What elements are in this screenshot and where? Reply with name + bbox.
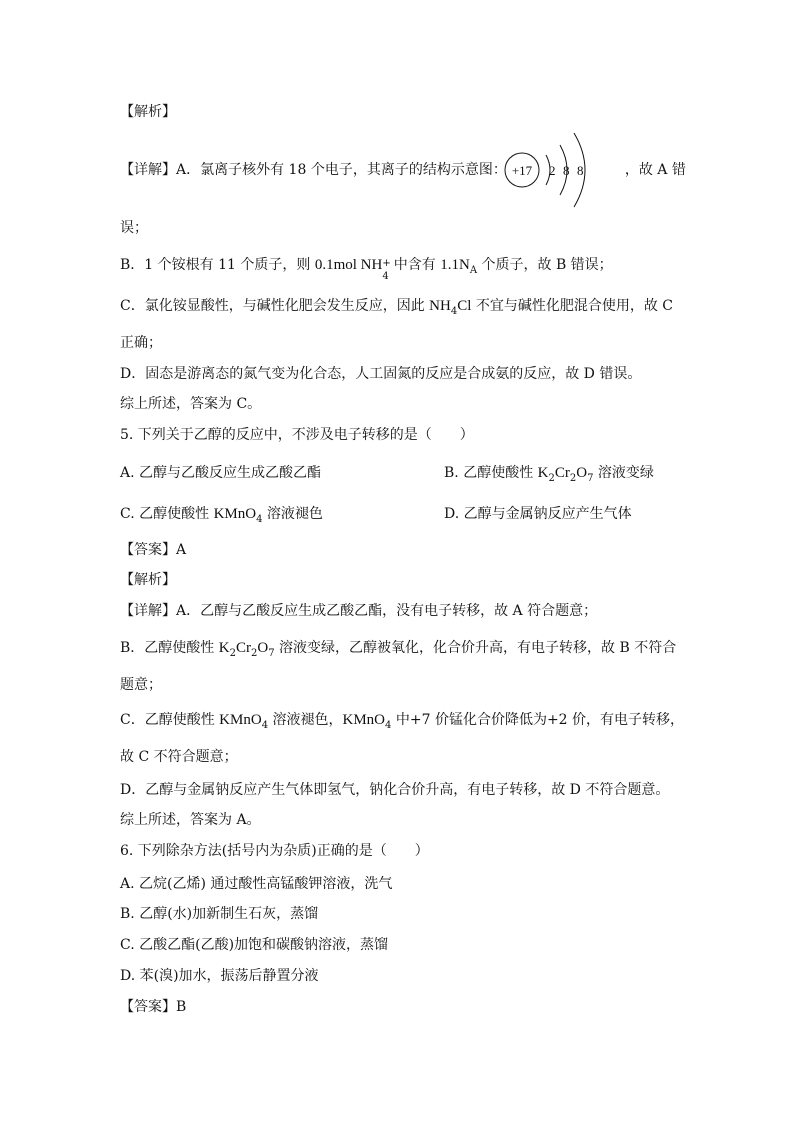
- explanation-b: B．1 个铵根有 11 个质子，则 0.1mol NH + 4 中含有 $1.1N_A$ 个质子，故 B 错误；: [120, 257, 613, 282]
- q5-option-b: B. 乙醇使酸性 $K_2Cr_2O_7$ 溶液变绿: [444, 465, 654, 484]
- q5-explanation-a: 【详解】A．乙醇与乙酸反应生成乙酸乙酯，没有电子转移，故 A 符合题意；: [120, 603, 598, 619]
- q5-explanation-d: D．乙醇与金属钠反应产生气体即氢气，钠化合价升高，有电子转移，故 D 不符合题意。: [120, 782, 670, 798]
- q5-explanation-b: B．乙醇使酸性 $K_2Cr_2O_7$ 溶液变绿，乙醇被氧化，化合价升高，有电子转移，故 B 不符合: [120, 640, 677, 659]
- question-5: 5. 下列关于乙醇的反应中，不涉及电子转移的是（ ）: [120, 427, 474, 443]
- answer-6: 【答案】B: [120, 999, 187, 1015]
- q6-option-d: D. 苯(溴)加水，振荡后静置分液: [120, 968, 319, 984]
- shell-1-electrons: 2: [549, 163, 556, 178]
- answer-5: 【答案】A: [120, 542, 187, 558]
- explanation-a: 【详解】A．氯离子核外有 18 个电子，其离子的结构示意图： ，故 A 错: [120, 162, 686, 178]
- explanation-c: C．氯化铵显酸性，与碱性化肥会发生反应，因此 $NH_4Cl$ 不宜与碱性化肥混合使用，故 C: [120, 298, 674, 317]
- q5-explanation-c: C．乙醇使酸性 KMnO$_4$ 溶液褪色，KMnO$_4$ 中+7 价锰化合价降低为+2 价，有电子转移，: [120, 712, 685, 731]
- analysis-heading-5: 【解析】: [120, 572, 176, 588]
- shell-3-electrons: 8: [577, 163, 584, 178]
- q5-explanation-b-cont: 题意；: [120, 677, 162, 693]
- explanation-a-cont: 误；: [120, 220, 148, 236]
- q5-option-d: D. 乙醇与金属钠反应产生气体: [444, 506, 632, 522]
- q6-option-a: A. 乙烷(乙烯) 通过酸性高锰酸钾溶液，洗气: [120, 876, 393, 892]
- q5-explanation-c-cont: 故 C 不符合题意；: [120, 749, 238, 765]
- shell-2-electrons: 8: [563, 163, 570, 178]
- q6-option-b: B. 乙醇(水)加新制生石灰，蒸馏: [120, 906, 319, 922]
- question-6: 6. 下列除杂方法(括号内为杂质)正确的是（ ）: [120, 843, 429, 859]
- explanation-c-cont: 正确；: [120, 335, 162, 351]
- nucleus-charge: +17: [511, 163, 533, 178]
- summary-q4: 综上所述，答案为 C。: [120, 396, 262, 412]
- summary-q5: 综上所述，答案为 A。: [120, 812, 261, 828]
- explanation-d: D．固态是游离态的氮气变为化合态，人工固氮的反应是合成氨的反应，故 D 错误。: [120, 366, 642, 382]
- analysis-heading-1: 【解析】: [120, 104, 176, 120]
- q5-option-c: C. 乙醇使酸性 KMnO$_4$ 溶液褪色: [120, 506, 323, 525]
- q6-option-c: C. 乙酸乙酯(乙酸)加饱和碳酸钠溶液，蒸馏: [120, 937, 389, 953]
- q5-option-a: A. 乙醇与乙酸反应生成乙酸乙酯: [120, 465, 322, 481]
- chloride-ion-structure-diagram: [500, 125, 600, 215]
